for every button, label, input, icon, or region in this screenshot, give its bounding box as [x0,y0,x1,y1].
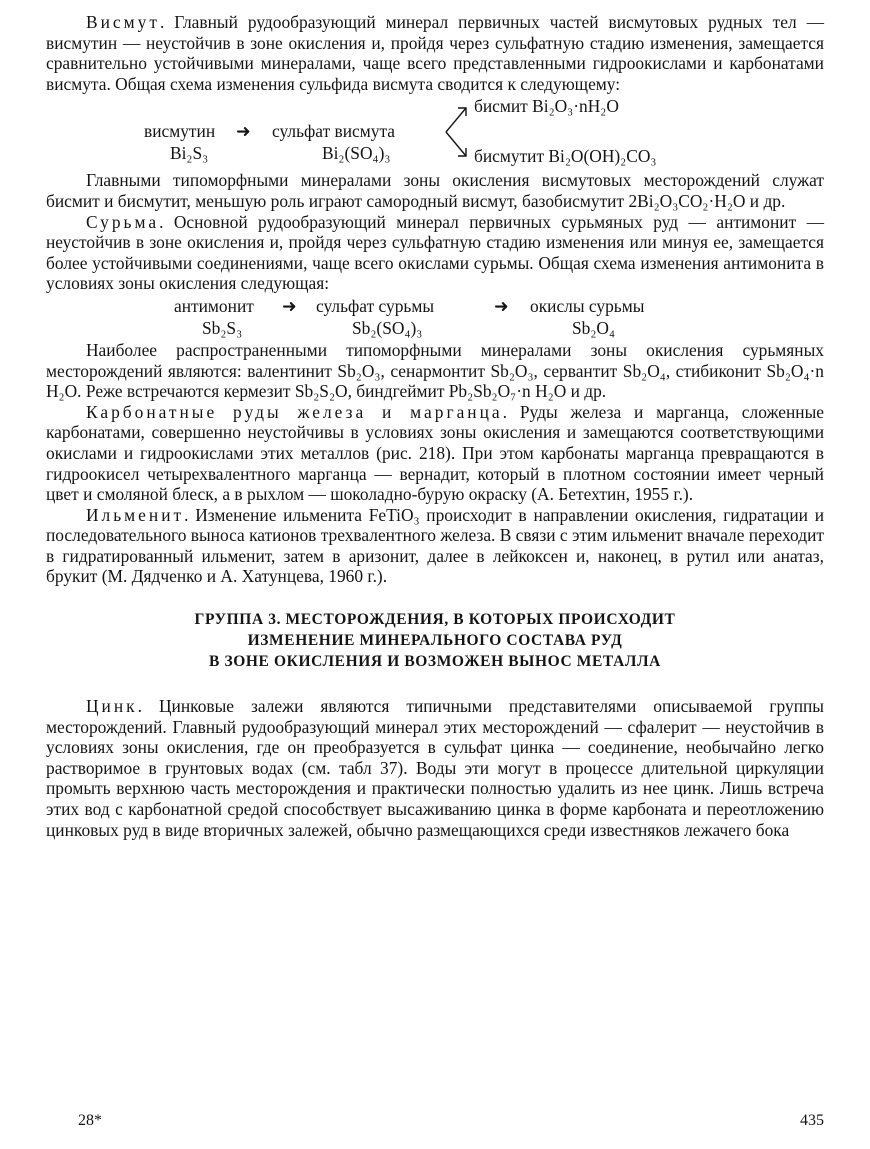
paragraph-bismuth [46,12,824,94]
term-carbonate-ores: Карбонатные руды железа и марганца [86,401,503,422]
antimony-scheme [46,294,824,340]
formula-bismuthinite: Bi₂S₃ [170,143,209,164]
scheme-branch-arrows-icon [444,102,470,162]
paragraph-zinc-text: . Цинковые залежи являются типичными представителями описываемой группы месторождений. Главный рудообразующий минерал этих месторождений — сфалерит — неустойчив в условиях зоны окисления, где он преобразуется в сульфат цинка — соединение, необычайно легко растворимое в грунтовых водах (см. табл 37). Воды эти могут в процессе длительной циркуляции промыть верхнюю часть месторождения и практически полностью удалить из нее цинк. Лишь встреча этих вод с карбонатной средой способствует высаживанию цинка в форме карбоната и переотложению цинковых руд в виде вторичных залежей, обычно размещающихся среди известняков лежачего бока [46,696,824,840]
heading-line-2: ИЗМЕНЕНИЕ МИНЕРАЛЬНОГО СОСТАВА РУД [247,632,623,650]
page-number: 435 [800,1112,824,1129]
term-zinc: Цинк [86,696,138,717]
term-bismuth: Висмут [86,12,160,32]
scheme-arrow-1-icon: ➜ [236,121,251,142]
paragraph-ilmenite [46,505,824,587]
heading-line-1: ГРУППА 3. МЕСТОРОЖДЕНИЯ, В КОТОРЫХ ПРОИСХОДИТ [194,611,676,629]
formula-bismuth-sulfate: Bi₂(SO₄)₃ [322,143,391,164]
paragraph-antimony [46,212,824,294]
page-body [46,12,824,840]
formula-antimonite: Sb₂S₃ [202,317,243,338]
bismuth-scheme [46,94,824,170]
term-antimony: Сурьма [86,211,160,232]
paragraph-ilmenite-text: . Изменение ильменита FeTiO₃ происходит в направлении окисления, гидратации и последовательного выноса катионов трехвалентного железа. В связи с этим ильменит вначале переходит в гидратированный ильменит, затем в аризонит, далее в лейкоксен и, наконец, в рутил или анатаз, брукит (М. Дядченко и А. Хатунцева, 1960 г.). [46,504,824,587]
scheme-bismuth-sulfate: сульфат висмута [272,121,395,142]
signature-mark: 28* [78,1112,102,1129]
paragraph-zinc [46,696,824,840]
scheme-arrow-3-icon: ➜ [494,295,509,316]
scheme-bismite: бисмит Bi₂O₃·nH₂O [474,96,619,117]
paragraph-bismuth-text: . Главный рудообразующий минерал первичных частей висмутовых рудных тел — висмутин — неустойчив в зоне окисления и, пройдя через сульфатную стадию изменения, замещается сравнительно устойчивыми минералами, чаще всего представленными гидроокислами и карбонатами висмута. Общая схема изменения сульфида висмута сводится к следующему: [46,12,824,94]
paragraph-carbonate-ores [46,402,824,505]
paragraph-antimony-minerals: Наиболее распространенными типоморфными минералами зоны окисления сурьмяных месторождений являются: валентинит Sb₂O₃, сенармонтит Sb₂O₃, сервантит Sb₂O₄, стибиконит Sb₂O₄·n H₂O. Реже встречаются кермезит Sb₂S₂O, биндгеймит Pb₂Sb₂O₇·n H₂O и др. [46,339,824,402]
paragraph-antimony-text: . Основной рудообразующий минерал первичных сурьмяных руд — антимонит — неустойчив в зоне окисления и, пройдя через сульфатную стадию изменения или минуя ее, замещается более устойчивыми соединениями, чаще всего окислами сурьмы. Общая схема изменения антимонита в условиях зоны окисления следующая: [46,211,824,294]
scheme-bismutite: бисмутит Bi₂O(OH)₂CO₃ [474,146,657,167]
scheme-antimony-sulfate: сульфат сурьмы [316,295,435,316]
paragraph-bismuth-minerals: Главными типоморфными минералами зоны окисления висмутовых месторождений служат бисмит и бисмутит, меньшую роль играют самородный висмут, базобисмутит 2Bi₂O₃CO₂·H₂O и др. [46,170,824,211]
scheme-arrow-2-icon: ➜ [282,295,297,316]
scheme-bismuthinite: висмутин [144,121,216,142]
term-ilmenite: Ильменит [86,504,185,525]
scheme-antimony-oxides: окислы сурьмы [530,295,645,316]
heading-line-3: В ЗОНЕ ОКИСЛЕНИЯ И ВОЗМОЖЕН ВЫНОС МЕТАЛЛА [209,653,661,671]
section-heading [46,609,824,672]
formula-antimony-sulfate: Sb₂(SO₄)₃ [352,317,423,338]
scheme-antimonite: антимонит [174,295,254,316]
paragraph-carbonate-text: . Руды железа и марганца, сложенные карбонатами, совершенно неустойчивы в условиях зоны окисления и замещаются соответствующими окислами и гидроокислами этих металлов (рис. 218). При этом карбонаты марганца превращаются в гидроокисел четырехвалентного марганца — вернадит, который в плотном состоянии имеет черный цвет и смоляной блеск, а в рыхлом — шоколадно-бурую окраску (А. Бетехтин, 1955 г.). [46,401,824,505]
formula-antimony-oxide: Sb₂O₄ [572,317,616,338]
